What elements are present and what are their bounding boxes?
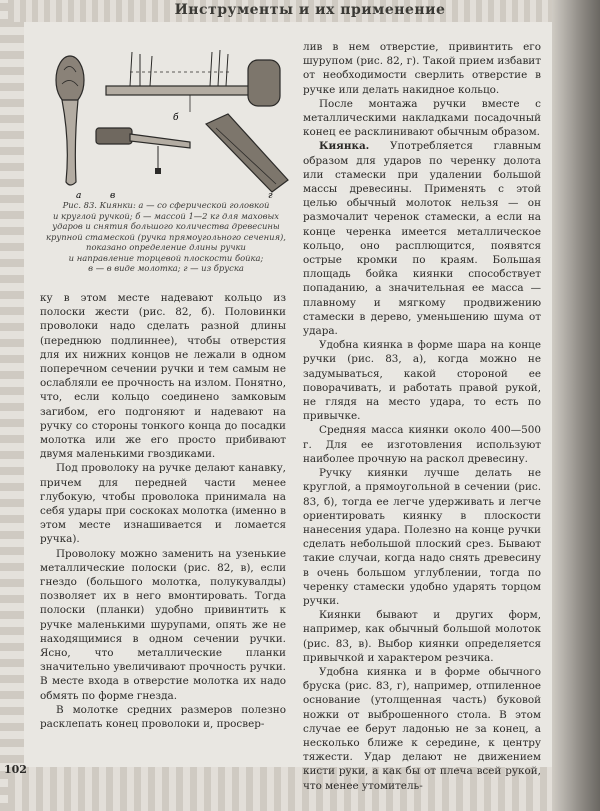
section-heading: Киянка. xyxy=(319,140,370,153)
mallet-illustration xyxy=(40,42,290,200)
paragraph: В молотке средних размеров полезно расклепать конец проволоки и, просвер- xyxy=(40,703,286,731)
paragraph: Проволоку можно заменить на узенькие металлические полоски (рис. 82, в), если гнездо (большого молотка, полукувалды) позволяет их в него вмонтировать. Тогда полоски (планки) удобно привинтить к ручке маленькими шурупами, опять же не находящимися в одном сечении ручки. Ясно, что металлические планки значительно увеличивают прочность ручки. В месте входа в отверстие молотка их надо обмять по форме гнезда. xyxy=(40,547,286,702)
figure-caption xyxy=(40,200,292,274)
caption-line: ударов и снятия большого количества древесины xyxy=(52,221,280,231)
figure-label-a: а xyxy=(76,191,82,200)
paragraph: Ручку киянки лучше делать не круглой, а прямоугольной в сечении (рис. 83, б), тогда ее легче удерживать и легче ориентировать киянку в плоскости нанесения удара. Полезно на конце ручки сделать небольшой плоский срез. Бывают такие случаи, когда надо снять древесину в очень большом углублении, тогда по черенку стамески удобно ударять торцом ручки. xyxy=(303,467,541,607)
caption-line: и круглой ручкой; б — массой 1—2 кг для маховых xyxy=(52,210,280,221)
mallet-b-drawing xyxy=(106,50,280,112)
mallet-d-drawing xyxy=(206,114,288,192)
paragraph: Удобна киянка в форме шара на конце ручки (рис. 83, а), когда можно не задумываться, какой стороной ее поворачивать, и работать правой рукой, не глядя на место удара, то есть по привычке. xyxy=(303,339,541,423)
page-gutter-shadow xyxy=(552,0,600,811)
figure-label-b: б xyxy=(173,113,179,123)
running-header: Инструменты и их применение xyxy=(174,2,446,18)
ornament-border-left xyxy=(0,0,24,811)
page-number: 102 xyxy=(4,763,27,776)
paragraph: Киянки бывают и других форм, например, как обычный большой молоток (рис. 83, в). Выбор киянки определяется привычкой и характером резчика. xyxy=(303,609,541,664)
figure-label-c: в xyxy=(110,191,116,200)
paragraph: После монтажа ручки вместе с металлическими накладками посадочный конец ее расклинивают обычным образом. xyxy=(303,97,541,139)
paragraph: Удобна киянка и в форме обычного бруска (рис. 83, г), например, отпиленное основание (утолщенная часть) буковой ножки от выброшенного стола. В этом случае ее берут ладонью не за конец, а несколько ближе к середине, к центру тяжести. Удар делают не движением кисти руки, а как бы от плеча всей рукой, что менее утомитель- xyxy=(303,665,541,792)
paragraph: Средняя масса киянки около 400—500 г. Для ее изготовления используют наиболее прочную на раскол древесину. xyxy=(303,424,541,465)
caption-line: в — в виде молотка; г — из бруска xyxy=(88,263,244,273)
paragraph: Под проволоку на ручке делают канавку, причем для передней части менее глубокую, чтобы проволока принимала на себя удары при соскоках молотка (именно в этом месте изнашивается и ломается ручка). xyxy=(40,462,286,546)
mallet-a-drawing xyxy=(56,56,84,185)
left-column xyxy=(40,291,286,731)
caption-line: показано определение длины ручки xyxy=(86,242,246,252)
caption-line: и направление торцевой плоскости бойка; xyxy=(68,252,264,263)
paragraph: лив в нем отверстие, привинтить его шурупом (рис. 82, г). Такой прием избавит от необходимости сверлить отверстие в ручке или делать накидное кольцо. xyxy=(303,41,541,96)
figure-label-d: г xyxy=(268,191,273,200)
right-column xyxy=(303,40,541,793)
mallet-c-drawing xyxy=(96,128,190,174)
caption-line: крупной стамеской (ручка прямоугольного сечения), xyxy=(46,231,286,242)
paragraph: ку в этом месте надевают кольцо из полоски жести (рис. 82, б). Половинки проволоки надо сделать разной длины (переднюю подлиннее), чтобы отверстия для их нижних концов не лежали в одном поперечном сечении ручки и тем самым не ослабляли ее прочность на излом. Понятно, что, если кольцо соединено замковым загибом, его подгоняют и надевают на ручку со стороны тонкого конца до посадки молотка или же его просто прибивают двумя маленькими гвоздиками. xyxy=(40,292,286,461)
paragraph-text: Употребляется главным образом для ударов по черенку долота или стамески при удалении большой массы древесины. Применять с этой целью обычный молоток нельзя — он размочалит черенок стамески, а если на конце черенка имеется металлическое кольцо, оно расплющится, появятся острые кромки по краям. Большая площадь бойка киянки способствует попаданию, а значительная ее масса — плавному и мягкому продвижению стамески в дерево, уменьшению шума от удара. xyxy=(303,140,541,338)
paragraph-kiyanka xyxy=(303,139,541,338)
caption-line: Рис. 83. Киянки: а — со сферической головкой xyxy=(62,200,270,210)
